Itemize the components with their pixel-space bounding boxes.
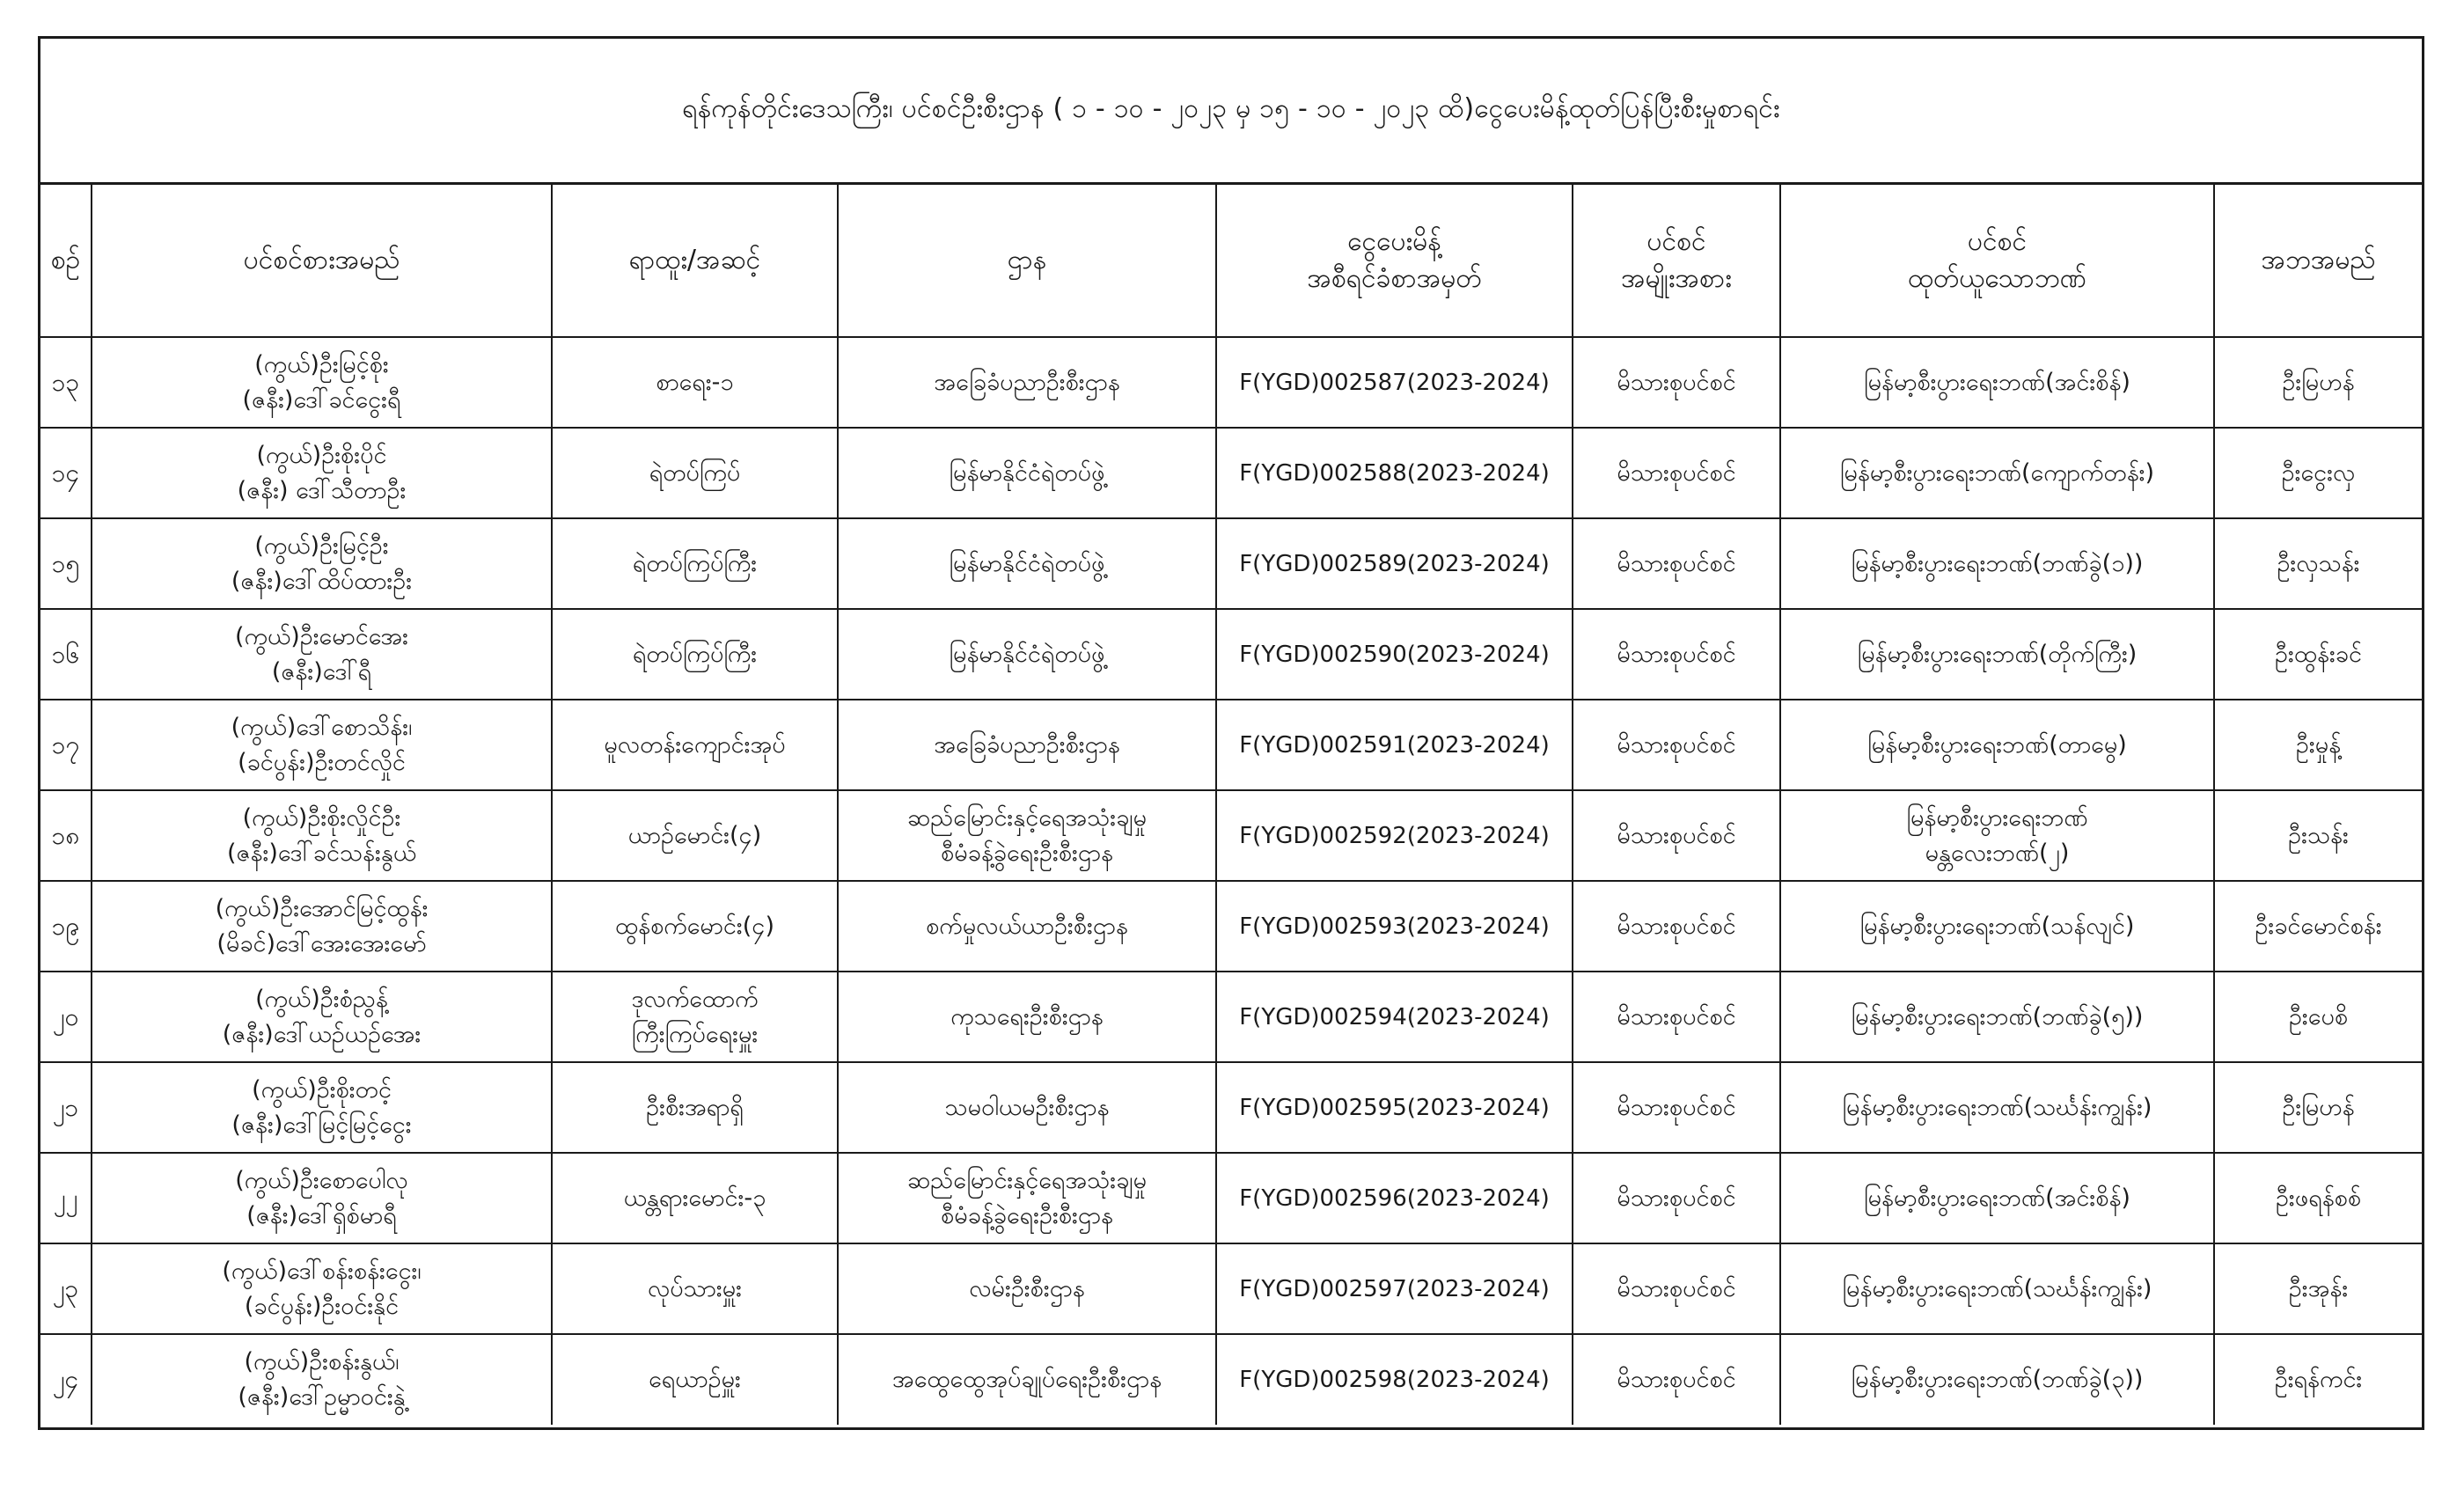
rank-line2: ကြီးကြပ်ရေးမှူး bbox=[631, 1020, 759, 1048]
pensioner-name: (ကွယ်)ဦးစိုးပိုင် bbox=[256, 441, 387, 469]
pensioner-name: (ကွယ်)ဦးစန်းနွယ်၊ bbox=[244, 1348, 400, 1375]
cell-order-ref: F(YGD)002590(2023-2024) bbox=[1216, 609, 1573, 700]
cell-bank bbox=[1780, 972, 2214, 1062]
cell-rank bbox=[552, 1243, 838, 1334]
cell-order-ref: F(YGD)002593(2023-2024) bbox=[1216, 881, 1573, 972]
bank-line1: မြန်မာ့စီးပွားရေးဘဏ် bbox=[1906, 803, 2088, 832]
beneficiary-name: (ခင်ပွန်း)ဦးတင်လှိုင် bbox=[238, 748, 406, 776]
dept-line1: စက်မှုလယ်ယာဦးစီးဌာန bbox=[926, 912, 1128, 940]
cell-no: ၁၇ bbox=[40, 700, 92, 790]
cell-order-ref: F(YGD)002591(2023-2024) bbox=[1216, 700, 1573, 790]
bank-line1: မြန်မာ့စီးပွားရေးဘဏ်(ဘဏ်ခွဲ(၅)) bbox=[1851, 1002, 2144, 1030]
header-name: ပင်စင်စားအမည် bbox=[92, 185, 552, 337]
report-title: ရန်ကုန်တိုင်းဒေသကြီး၊ ပင်စင်ဦးစီးဌာန ( ၁ - ၁၀ - ၂၀၂၃ မှ ၁၅ - ၁၀ - ၂၀၂၃ ထိ)ငွေပေးမိန့်ထုတ်ပြန်ပြီးစီးမှုစာရင်း bbox=[682, 93, 1780, 124]
bank-line1: မြန်မာ့စီးပွားရေးဘဏ်(အင်းစိန်) bbox=[1864, 1184, 2130, 1212]
table-row bbox=[40, 337, 2422, 428]
header-type bbox=[1573, 185, 1780, 337]
pensioner-name: (ကွယ်)ဒေါ်စန်းစန်းငွေး၊ bbox=[222, 1257, 422, 1285]
cell-agent: ဦးဖရန်စစ် bbox=[2214, 1153, 2422, 1243]
cell-order-ref: F(YGD)002589(2023-2024) bbox=[1216, 518, 1573, 609]
header-row bbox=[40, 185, 2422, 337]
cell-rank bbox=[552, 1153, 838, 1243]
cell-bank bbox=[1780, 609, 2214, 700]
header-rank: ရာထူး/အဆင့် bbox=[552, 185, 838, 337]
cell-name bbox=[92, 609, 552, 700]
table-row bbox=[40, 1153, 2422, 1243]
header-order-line2: အစီရင်ခံစာအမှတ် bbox=[1307, 263, 1482, 294]
cell-name bbox=[92, 881, 552, 972]
cell-no: ၂၃ bbox=[40, 1243, 92, 1334]
cell-pension-type: မိသားစုပင်စင် bbox=[1573, 790, 1780, 881]
cell-agent: ဦးမြဟန် bbox=[2214, 337, 2422, 428]
dept-line1: ဆည်မြောင်းနှင့်ရေအသုံးချမှု bbox=[906, 1166, 1147, 1194]
cell-bank bbox=[1780, 1243, 2214, 1334]
cell-dept bbox=[838, 337, 1216, 428]
cell-agent: ဦးအုန်း bbox=[2214, 1243, 2422, 1334]
beneficiary-name: (ဇနီး)ဒေါ်ထိပ်ထားဦး bbox=[231, 567, 413, 595]
pensioner-name: (ကွယ်)ဦးစိုးလှိုင်ဦး bbox=[242, 803, 401, 832]
table-row bbox=[40, 1334, 2422, 1425]
dept-line1: ဆည်မြောင်းနှင့်ရေအသုံးချမှု bbox=[906, 803, 1147, 832]
cell-pension-type: မိသားစုပင်စင် bbox=[1573, 1153, 1780, 1243]
cell-no: ၁၉ bbox=[40, 881, 92, 972]
cell-rank bbox=[552, 881, 838, 972]
dept-line1: မြန်မာနိုင်ငံရဲတပ်ဖွဲ့ bbox=[949, 458, 1105, 487]
rank-line1: ရဲတပ်ကြပ်ကြီး bbox=[632, 549, 758, 577]
header-bank bbox=[1780, 185, 2214, 337]
cell-no: ၁၃ bbox=[40, 337, 92, 428]
cell-order-ref: F(YGD)002587(2023-2024) bbox=[1216, 337, 1573, 428]
cell-dept bbox=[838, 428, 1216, 518]
beneficiary-name: (ဇနီး)ဒေါ်ရီ bbox=[271, 657, 372, 686]
cell-rank bbox=[552, 337, 838, 428]
bank-line1: မြန်မာ့စီးပွားရေးဘဏ်(တိုက်ကြီး) bbox=[1857, 640, 2138, 668]
pensioner-name: (ကွယ်)ဦးအောင်မြင့်ထွန်း bbox=[215, 894, 429, 922]
rank-line1: လုပ်သားမှူး bbox=[647, 1274, 743, 1302]
header-bank-line1: ပင်စင် bbox=[1967, 226, 2028, 257]
cell-no: ၂၄ bbox=[40, 1334, 92, 1425]
cell-dept bbox=[838, 1153, 1216, 1243]
rank-line1: ယာဉ်မောင်း(၄) bbox=[627, 821, 762, 849]
table-row bbox=[40, 609, 2422, 700]
cell-rank bbox=[552, 428, 838, 518]
cell-name bbox=[92, 1153, 552, 1243]
cell-agent: ဦးလှသန်း bbox=[2214, 518, 2422, 609]
cell-bank bbox=[1780, 428, 2214, 518]
cell-order-ref: F(YGD)002595(2023-2024) bbox=[1216, 1062, 1573, 1153]
cell-name bbox=[92, 700, 552, 790]
cell-rank bbox=[552, 1334, 838, 1425]
pension-report-sheet bbox=[38, 36, 2424, 1430]
dept-line1: လမ်းဦးစီးဌာန bbox=[969, 1274, 1085, 1302]
rank-line1: မူလတန်းကျောင်းအုပ် bbox=[604, 730, 786, 759]
rank-line1: ဒုလက်ထောက် bbox=[631, 985, 759, 1013]
header-order-line1: ငွေပေးမိန့် bbox=[1347, 226, 1441, 257]
cell-name bbox=[92, 428, 552, 518]
table-row bbox=[40, 790, 2422, 881]
cell-pension-type: မိသားစုပင်စင် bbox=[1573, 337, 1780, 428]
cell-name bbox=[92, 790, 552, 881]
cell-dept bbox=[838, 1243, 1216, 1334]
cell-agent: ဦးမြဟန် bbox=[2214, 1062, 2422, 1153]
cell-pension-type: မိသားစုပင်စင် bbox=[1573, 428, 1780, 518]
cell-no: ၁၆ bbox=[40, 609, 92, 700]
beneficiary-name: (ဇနီး)ဒေါ်ရှိစ်မာရီ bbox=[246, 1201, 397, 1229]
cell-agent: ဦးငွေးလှ bbox=[2214, 428, 2422, 518]
cell-rank bbox=[552, 518, 838, 609]
table-row bbox=[40, 518, 2422, 609]
cell-rank bbox=[552, 700, 838, 790]
cell-bank bbox=[1780, 337, 2214, 428]
cell-agent: ဦးထွန်းခင် bbox=[2214, 609, 2422, 700]
cell-no: ၁၈ bbox=[40, 790, 92, 881]
dept-line1: အထွေထွေအုပ်ချုပ်ရေးဦးစီးဌာန bbox=[891, 1366, 1162, 1393]
cell-agent: ဦးမှုန့် bbox=[2214, 700, 2422, 790]
cell-name bbox=[92, 337, 552, 428]
pensioner-name: (ကွယ်)ဦးစောပေါလု bbox=[235, 1166, 408, 1194]
cell-pension-type: မိသားစုပင်စင် bbox=[1573, 518, 1780, 609]
dept-line1: အခြေခံပညာဦးစီးဌာန bbox=[934, 730, 1120, 759]
cell-agent: ဦးရန်ကင်း bbox=[2214, 1334, 2422, 1425]
header-agent: အဘအမည် bbox=[2214, 185, 2422, 337]
report-title-box bbox=[40, 39, 2422, 185]
cell-bank bbox=[1780, 1153, 2214, 1243]
pensioner-name: (ကွယ်)ဦးမြင့်ဦး bbox=[254, 532, 389, 560]
cell-agent: ဦးပေစိ bbox=[2214, 972, 2422, 1062]
cell-agent: ဦးသန်း bbox=[2214, 790, 2422, 881]
cell-name bbox=[92, 518, 552, 609]
header-type-line2: အမျိုးအစား bbox=[1621, 263, 1732, 294]
bank-line1: မြန်မာ့စီးပွားရေးဘဏ်(တာမွေ) bbox=[1867, 730, 2127, 759]
dept-line1: မြန်မာနိုင်ငံရဲတပ်ဖွဲ့ bbox=[949, 640, 1105, 668]
bank-line1: မြန်မာ့စီးပွားရေးဘဏ်(ဘဏ်ခွဲ(၃)) bbox=[1851, 1366, 2144, 1393]
cell-pension-type: မိသားစုပင်စင် bbox=[1573, 609, 1780, 700]
cell-bank bbox=[1780, 881, 2214, 972]
dept-line1: အခြေခံပညာဦးစီးဌာန bbox=[934, 368, 1120, 396]
cell-pension-type: မိသားစုပင်စင် bbox=[1573, 1062, 1780, 1153]
bank-line1: မြန်မာ့စီးပွားရေးဘဏ်(ဘဏ်ခွဲ(၁)) bbox=[1851, 549, 2144, 577]
dept-line1: ကုသရေးဦးစီးဌာန bbox=[950, 1002, 1104, 1030]
cell-no: ၂၂ bbox=[40, 1153, 92, 1243]
rank-line1: ရဲတပ်ကြပ်ကြီး bbox=[632, 640, 758, 668]
cell-dept bbox=[838, 1334, 1216, 1425]
cell-no: ၁၄ bbox=[40, 428, 92, 518]
cell-dept bbox=[838, 972, 1216, 1062]
table-row bbox=[40, 700, 2422, 790]
dept-line1: မြန်မာနိုင်ငံရဲတပ်ဖွဲ့ bbox=[949, 549, 1105, 577]
cell-no: ၂၀ bbox=[40, 972, 92, 1062]
rank-line1: စာရေး-၁ bbox=[656, 368, 734, 396]
bank-line1: မြန်မာ့စီးပွားရေးဘဏ်(ကျောက်တန်း) bbox=[1839, 458, 2155, 487]
cell-rank bbox=[552, 1062, 838, 1153]
cell-rank bbox=[552, 609, 838, 700]
pension-table bbox=[40, 185, 2422, 1425]
beneficiary-name: (ဇနီး)ဒေါ်မြင့်မြင့်ငွေး bbox=[231, 1111, 412, 1139]
table-row bbox=[40, 1062, 2422, 1153]
rank-line1: ယန္တရားမောင်း-၃ bbox=[623, 1184, 766, 1212]
header-dept: ဌာန bbox=[838, 185, 1216, 337]
beneficiary-name: (ခင်ပွန်း)ဦးဝင်းနိုင် bbox=[244, 1292, 400, 1320]
dept-line1: သမဝါယမဦးစီးဌာန bbox=[944, 1093, 1110, 1121]
cell-name bbox=[92, 972, 552, 1062]
cell-order-ref: F(YGD)002598(2023-2024) bbox=[1216, 1334, 1573, 1425]
cell-name bbox=[92, 1243, 552, 1334]
header-order bbox=[1216, 185, 1573, 337]
rank-line1: ရဲတပ်ကြပ် bbox=[649, 458, 741, 487]
header-type-line1: ပင်စင် bbox=[1646, 226, 1706, 257]
cell-bank bbox=[1780, 790, 2214, 881]
table-row bbox=[40, 881, 2422, 972]
cell-order-ref: F(YGD)002588(2023-2024) bbox=[1216, 428, 1573, 518]
cell-pension-type: မိသားစုပင်စင် bbox=[1573, 881, 1780, 972]
cell-pension-type: မိသားစုပင်စင် bbox=[1573, 1334, 1780, 1425]
cell-name bbox=[92, 1334, 552, 1425]
header-no: စဉ် bbox=[40, 185, 92, 337]
cell-pension-type: မိသားစုပင်စင် bbox=[1573, 1243, 1780, 1334]
cell-rank bbox=[552, 790, 838, 881]
beneficiary-name: (ဇနီး) ဒေါ်သီတာဦး bbox=[237, 476, 407, 504]
cell-order-ref: F(YGD)002596(2023-2024) bbox=[1216, 1153, 1573, 1243]
cell-bank bbox=[1780, 1334, 2214, 1425]
beneficiary-name: (ဇနီး)ဒေါ်ဥမ္မာဝင်းနွဲ့ bbox=[238, 1383, 406, 1411]
pensioner-name: (ကွယ်)ဦးစံညွန့် bbox=[255, 985, 388, 1013]
cell-order-ref: F(YGD)002592(2023-2024) bbox=[1216, 790, 1573, 881]
pensioner-name: (ကွယ်)ဦးစိုးတင့် bbox=[252, 1075, 392, 1104]
cell-dept bbox=[838, 790, 1216, 881]
table-row bbox=[40, 972, 2422, 1062]
cell-dept bbox=[838, 1062, 1216, 1153]
cell-order-ref: F(YGD)002594(2023-2024) bbox=[1216, 972, 1573, 1062]
cell-bank bbox=[1780, 700, 2214, 790]
cell-rank bbox=[552, 972, 838, 1062]
pensioner-name: (ကွယ်)ဒေါ်စောသိန်း၊ bbox=[231, 713, 413, 741]
cell-no: ၁၅ bbox=[40, 518, 92, 609]
cell-bank bbox=[1780, 1062, 2214, 1153]
cell-bank bbox=[1780, 518, 2214, 609]
beneficiary-name: (မိခင်)ဒေါ်အေးအေးမော် bbox=[216, 929, 427, 957]
cell-name bbox=[92, 1062, 552, 1153]
pensioner-name: (ကွယ်)ဦးမောင်အေး bbox=[235, 622, 408, 650]
beneficiary-name: (ဇနီး)ဒေါ်ခင်သန်းနွယ် bbox=[226, 839, 417, 867]
table-row bbox=[40, 1243, 2422, 1334]
beneficiary-name: (ဇနီး)ဒေါ်ခင်ငွေးရီ bbox=[242, 385, 401, 414]
cell-dept bbox=[838, 700, 1216, 790]
bank-line1: မြန်မာ့စီးပွားရေးဘဏ်(သန်လျင်) bbox=[1859, 912, 2135, 940]
bank-line1: မြန်မာ့စီးပွားရေးဘဏ်(အင်းစိန်) bbox=[1864, 368, 2130, 396]
dept-line2: စီမံခန့်ခွဲရေးဦးစီးဌာန bbox=[941, 839, 1113, 867]
rank-line1: ရေယာဉ်မှူး bbox=[649, 1366, 741, 1393]
cell-dept bbox=[838, 518, 1216, 609]
table-body bbox=[40, 337, 2422, 1425]
bank-line1: မြန်မာ့စီးပွားရေးဘဏ်(သင်္ဃန်းကျွန်း) bbox=[1842, 1093, 2152, 1121]
cell-dept bbox=[838, 609, 1216, 700]
rank-line1: ဦးစီးအရာရှိ bbox=[646, 1093, 744, 1121]
cell-agent: ဦးခင်မောင်စန်း bbox=[2214, 881, 2422, 972]
cell-pension-type: မိသားစုပင်စင် bbox=[1573, 700, 1780, 790]
bank-line1: မြန်မာ့စီးပွားရေးဘဏ်(သင်္ဃန်းကျွန်း) bbox=[1842, 1274, 2152, 1302]
cell-dept bbox=[838, 881, 1216, 972]
beneficiary-name: (ဇနီး)ဒေါ်ယဉ်ယဉ်အေး bbox=[222, 1020, 422, 1048]
bank-line2: မန္တလေးဘဏ်(၂) bbox=[1925, 839, 2070, 867]
header-bank-line2: ထုတ်ယူသောဘဏ် bbox=[1908, 263, 2086, 294]
cell-pension-type: မိသားစုပင်စင် bbox=[1573, 972, 1780, 1062]
pensioner-name: (ကွယ်)ဦးမြင့်စိုး bbox=[254, 350, 389, 378]
cell-no: ၂၁ bbox=[40, 1062, 92, 1153]
cell-order-ref: F(YGD)002597(2023-2024) bbox=[1216, 1243, 1573, 1334]
rank-line1: ထွန်စက်မောင်း(၄) bbox=[615, 912, 774, 940]
table-row bbox=[40, 428, 2422, 518]
dept-line2: စီမံခန့်ခွဲရေးဦးစီးဌာန bbox=[941, 1201, 1113, 1229]
